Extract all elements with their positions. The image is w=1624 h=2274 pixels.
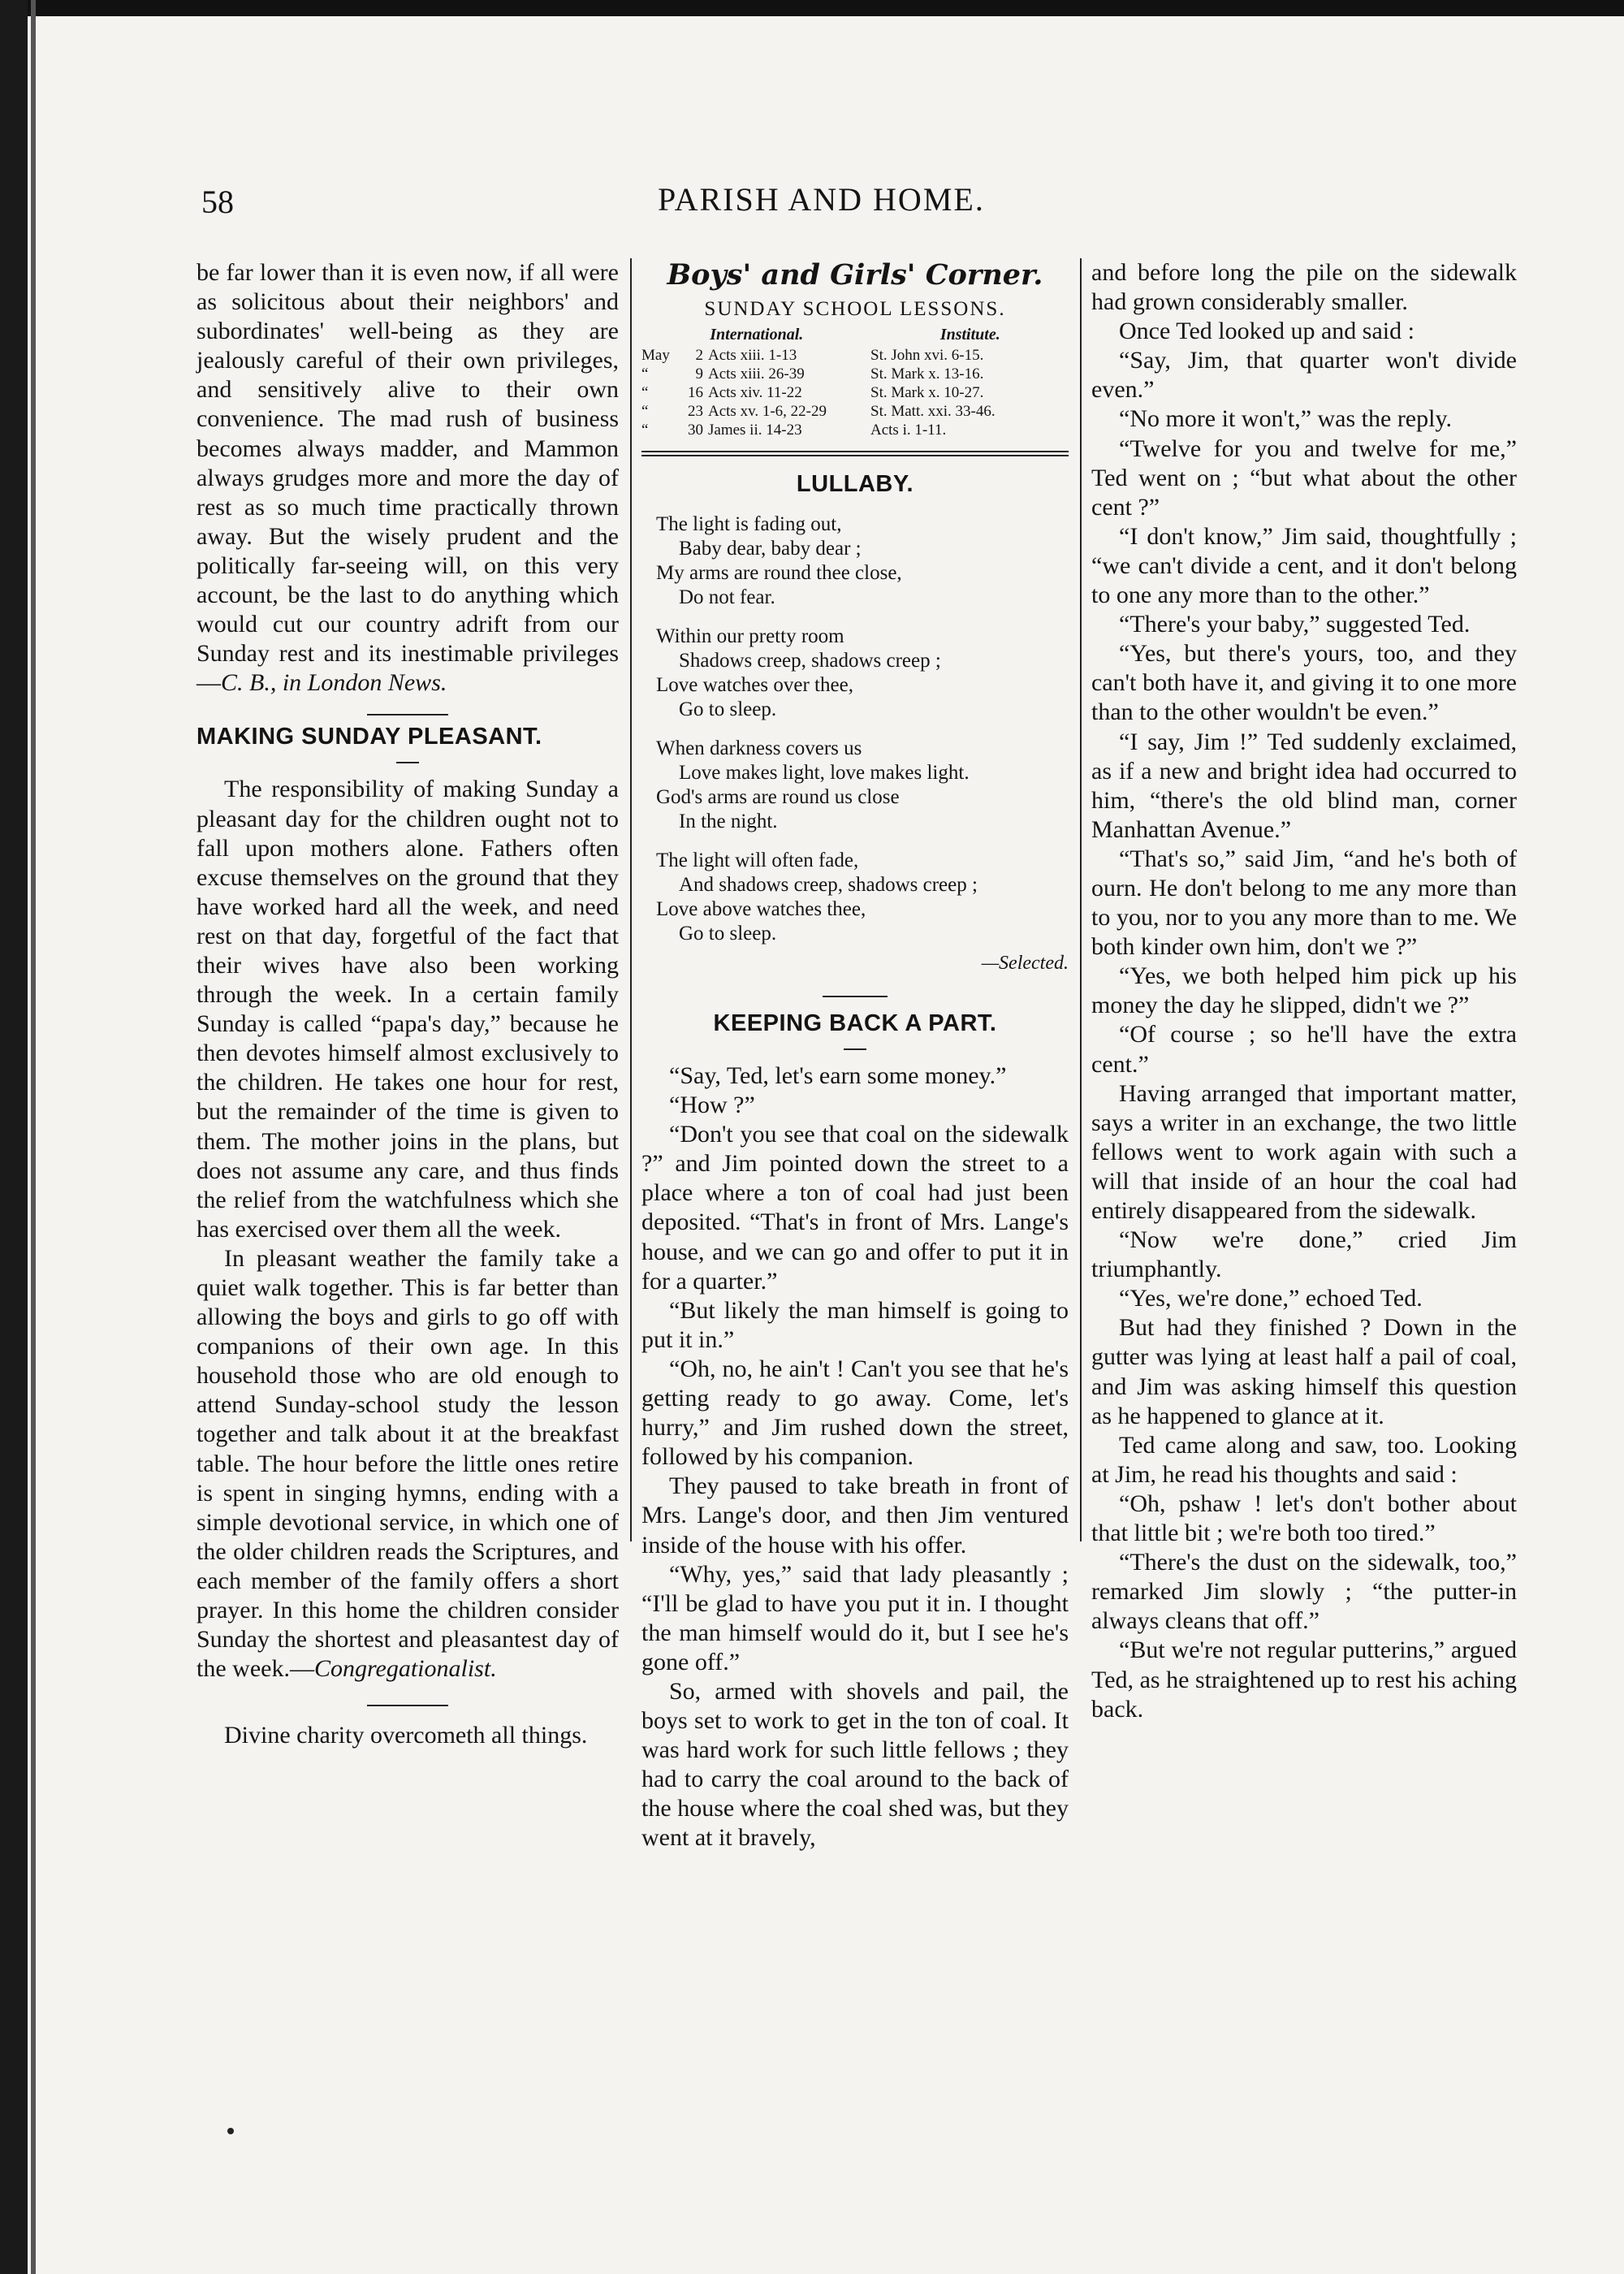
lesson-international: Acts xiv. 11-22 — [708, 384, 802, 401]
lesson-institute: St. Mark x. 10-27. — [870, 384, 984, 401]
running-head: PARISH AND HOME. — [658, 181, 985, 218]
poem-signature: —Selected. — [981, 953, 1069, 974]
poem-line: Love above watches thee, — [656, 898, 866, 920]
paragraph: “Oh, pshaw ! let's don't bother about that little bit ; we're both too tired.” — [1091, 1489, 1517, 1547]
lesson-month: “ — [641, 384, 649, 401]
poem-line: Love makes light, love makes light. — [679, 762, 970, 784]
poem-stanza — [656, 512, 1069, 610]
column-3 — [1091, 258, 1517, 1724]
lesson-month: “ — [641, 365, 649, 383]
heading-dash — [396, 762, 419, 763]
lesson-institute: St. Mark x. 13-16. — [870, 365, 984, 383]
page-number: 58 — [201, 184, 234, 220]
lesson-row — [641, 346, 1069, 365]
signature: Congregationalist. — [313, 1655, 497, 1683]
poem — [656, 512, 1069, 946]
poem-line: Within our pretty room — [656, 625, 844, 647]
column-2 — [641, 258, 1069, 1853]
lesson-day: 16 — [688, 384, 703, 401]
lessons-title: SUNDAY SCHOOL LESSONS. — [704, 298, 1006, 320]
scan-left-border — [0, 0, 28, 2274]
lesson-international: James ii. 14-23 — [708, 422, 802, 439]
paragraph: “Yes, we're done,” echoed Ted. — [1119, 1285, 1423, 1312]
poem-line: The light is fading out, — [656, 513, 842, 535]
paragraph: “Yes, but there's yours, too, and they can't both have it, and giving it to one more than to the other wouldn't be even.” — [1091, 640, 1517, 726]
paragraph: “Of course ; so he'll have the extra cent.” — [1091, 1021, 1517, 1078]
paragraph: “Why, yes,” said that lady pleasantly ; “I'll be glad to have you put it in. I thought the man himself would do it, but I see he's gone off.” — [641, 1560, 1069, 1675]
lesson-day: 9 — [695, 365, 703, 383]
paragraph: Divine charity overcometh all things. — [224, 1722, 588, 1749]
signature: C. B., in London News. — [221, 669, 447, 697]
lesson-institute: Acts i. 1-11. — [870, 422, 947, 439]
paragraph: Having arranged that important matter, says a writer in an exchange, the two little fellows went to work again with such a will that inside of an hour the coal had entirely disappeared from the sidewalk. — [1091, 1079, 1517, 1224]
double-rule — [641, 451, 1069, 456]
paragraph: So, armed with shovels and pail, the boys set to work to get in the ton of coal. It was hard work for such little fellows ; they had to carry the coal around to the back of the house where the coal shed was, but they went at it bravely, — [641, 1677, 1069, 1852]
lesson-row — [641, 383, 1069, 402]
paragraph: “Now we're done,” cried Jim triumphantly. — [1091, 1226, 1517, 1283]
lesson-month: “ — [641, 403, 649, 420]
paragraph: “No more it won't,” was the reply. — [1119, 405, 1453, 433]
lesson-row — [641, 402, 1069, 421]
continued-paragraph: and before long the pile on the sidewalk had grown considerably smaller. — [1091, 259, 1517, 316]
scan-top-border — [0, 0, 1624, 16]
lesson-international: Acts xiii. 26-39 — [708, 365, 805, 383]
poem-line: Baby dear, baby dear ; — [679, 538, 862, 560]
poem-line: Do not fear. — [679, 586, 775, 608]
corner-title: Boys' and Girls' Corner. — [667, 258, 1043, 292]
paragraph: “Say, Jim, that quarter won't divide even.” — [1091, 347, 1517, 404]
lesson-institute: St. Matt. xxi. 33-46. — [870, 403, 996, 420]
paragraph: “I say, Jim !” Ted suddenly exclaimed, as if a new and bright idea had occurred to him, “there's the old blind man, corner Manhattan Avenue.” — [1091, 728, 1517, 843]
paragraph: “That's so,” said Jim, “and he's both of ourn. He don't belong to me any more than to you, nor to you any more than to me. We both kinder own him, don't we ?” — [1091, 845, 1517, 961]
poem-stanza — [656, 849, 1069, 946]
paragraph: “There's the dust on the sidewalk, too,” remarked Jim slowly ; “the putter-in always cleans that off.” — [1091, 1549, 1517, 1635]
lessons-table — [641, 346, 1069, 439]
poem-line: God's arms are round us close — [656, 786, 900, 808]
paragraph: “There's your baby,” suggested Ted. — [1119, 611, 1471, 638]
lesson-day: 30 — [688, 422, 703, 439]
column-1 — [197, 258, 619, 1750]
lessons-header: International. Institute. — [710, 326, 1000, 344]
paragraph: They paused to take breath in front of Mrs. Lange's door, and then Jim ventured inside of the house with his offer. — [641, 1472, 1069, 1559]
paragraph: “Twelve for you and twelve for me,” Ted went on ; “but what about the other cent ?” — [1091, 434, 1517, 521]
paragraph: “Say, Ted, let's earn some money.” — [669, 1062, 1007, 1089]
lesson-month: “ — [641, 422, 649, 439]
story-paragraphs — [1091, 317, 1517, 1724]
paragraph: Ted came along and saw, too. Looking at Jim, he read his thoughts and said : — [1091, 1431, 1517, 1488]
section-rule — [823, 996, 888, 997]
lesson-day: 23 — [688, 403, 703, 420]
stray-mark — [227, 2128, 234, 2134]
poem-line: When darkness covers us — [656, 737, 862, 759]
heading-making-sunday-pleasant: MAKING SUNDAY PLEASANT. — [197, 724, 542, 750]
paragraph: “I don't know,” Jim said, thoughtfully ; “we can't divide a cent, and it don't belong to one any more than to the other.” — [1091, 522, 1517, 609]
poem-line: Love watches over thee, — [656, 674, 853, 696]
paragraph: “How ?” — [669, 1092, 755, 1119]
paragraph: The responsibility of making Sunday a pleasant day for the children ought not to fall upon mothers alone. Fathers often excuse themselves on the ground that they have worked hard all the week, and need rest on that day, forgetful of the fact that their wives have also been working through the week. In a certain family Sunday is called “papa's day,” because he then devotes himself almost exclusively to the children. He takes one hour for rest, but the remainder of the time is given to them. The mother joins in the plans, but does not assume any care, and thus finds the relief from the watchfulness which she has exercised over them all the week. — [197, 776, 619, 1243]
poem-title: LULLABY. — [796, 471, 914, 497]
poem-line: In the night. — [679, 811, 778, 832]
paragraph: But had they finished ? Down in the gutter was lying at least half a pail of coal, and Jim was asking himself this question as he happened to glance at it. — [1091, 1314, 1517, 1429]
lesson-international: Acts xv. 1-6, 22-29 — [708, 403, 827, 420]
paragraph: “But likely the man himself is going to put it in.” — [641, 1296, 1069, 1353]
poem-line: And shadows creep, shadows creep ; — [679, 874, 978, 896]
lesson-international: Acts xiii. 1-13 — [708, 347, 797, 364]
poem-line: My arms are round thee close, — [656, 562, 902, 584]
paragraph: “Oh, no, he ain't ! Can't you see that he's getting ready to go away. Come, let's hurry,” and Jim rushed down the street, followed by his companion. — [641, 1355, 1069, 1471]
heading-dash — [844, 1048, 866, 1050]
lesson-institute: St. John xvi. 6-15. — [870, 347, 984, 364]
story-title: KEEPING BACK A PART. — [713, 1010, 997, 1036]
paragraph: “Yes, we both helped him pick up his money the day he slipped, didn't we ?” — [1091, 962, 1517, 1019]
paragraph: In pleasant weather the family take a quiet walk together. This is far better than allowing the boys and girls to go off with companions of their own age. In this household those who are old enough to attend Sunday-school study the lesson together and talk about it at the breakfast table. The hour before the little ones retire is spent in singing hymns, ending with a simple devotional service, in which one of the older children reads the Scriptures, and each member of the family offers a short prayer. In this home the children consider Sunday the shortest and pleasantest day of the week.—Congregationalist. — [197, 1244, 619, 1683]
section-rule — [367, 714, 448, 715]
section-rule — [367, 1705, 448, 1706]
story-paragraphs — [641, 1061, 1069, 1853]
paragraph: “But we're not regular putterins,” argued Ted, as he straightened up to rest his aching back. — [1091, 1636, 1517, 1723]
column-rule-2 — [1080, 258, 1082, 1541]
poem-line: The light will often fade, — [656, 850, 859, 871]
lesson-row — [641, 421, 1069, 439]
column-rule-1 — [630, 258, 632, 1541]
poem-line: Go to sleep. — [679, 698, 777, 720]
poem-line: Go to sleep. — [679, 923, 777, 945]
lesson-day: 2 — [695, 347, 703, 364]
continued-paragraph: be far lower than it is even now, if all were as solicitous about their neighbors' and subordinates' well-being as they are jealously careful of their own privileges, and sensitively alive to their own convenience. The mad rush of business becomes always madder, and Mammon always grudges more and more the day of rest as so much time practically thrown away. But the wisely prudent and the politically far-seeing will, on this very account, be the last to do anything which would cut our country adrift from our Sunday rest and its inestimable privileges—C. B., in London News. — [197, 259, 619, 697]
lesson-month: May — [641, 347, 670, 364]
paragraph: “Don't you see that coal on the sidewalk ?” and Jim pointed down the street to a place where a ton of coal had just been deposited. “That's in front of Mrs. Lange's house, and we can go and offer to put it in for a quarter.” — [641, 1121, 1069, 1295]
poem-line: Shadows creep, shadows creep ; — [679, 650, 941, 672]
poem-stanza — [656, 625, 1069, 722]
lesson-row — [641, 365, 1069, 383]
poem-stanza — [656, 737, 1069, 834]
scan-left-shadow — [31, 0, 36, 2274]
paragraph: Once Ted looked up and said : — [1119, 318, 1415, 345]
